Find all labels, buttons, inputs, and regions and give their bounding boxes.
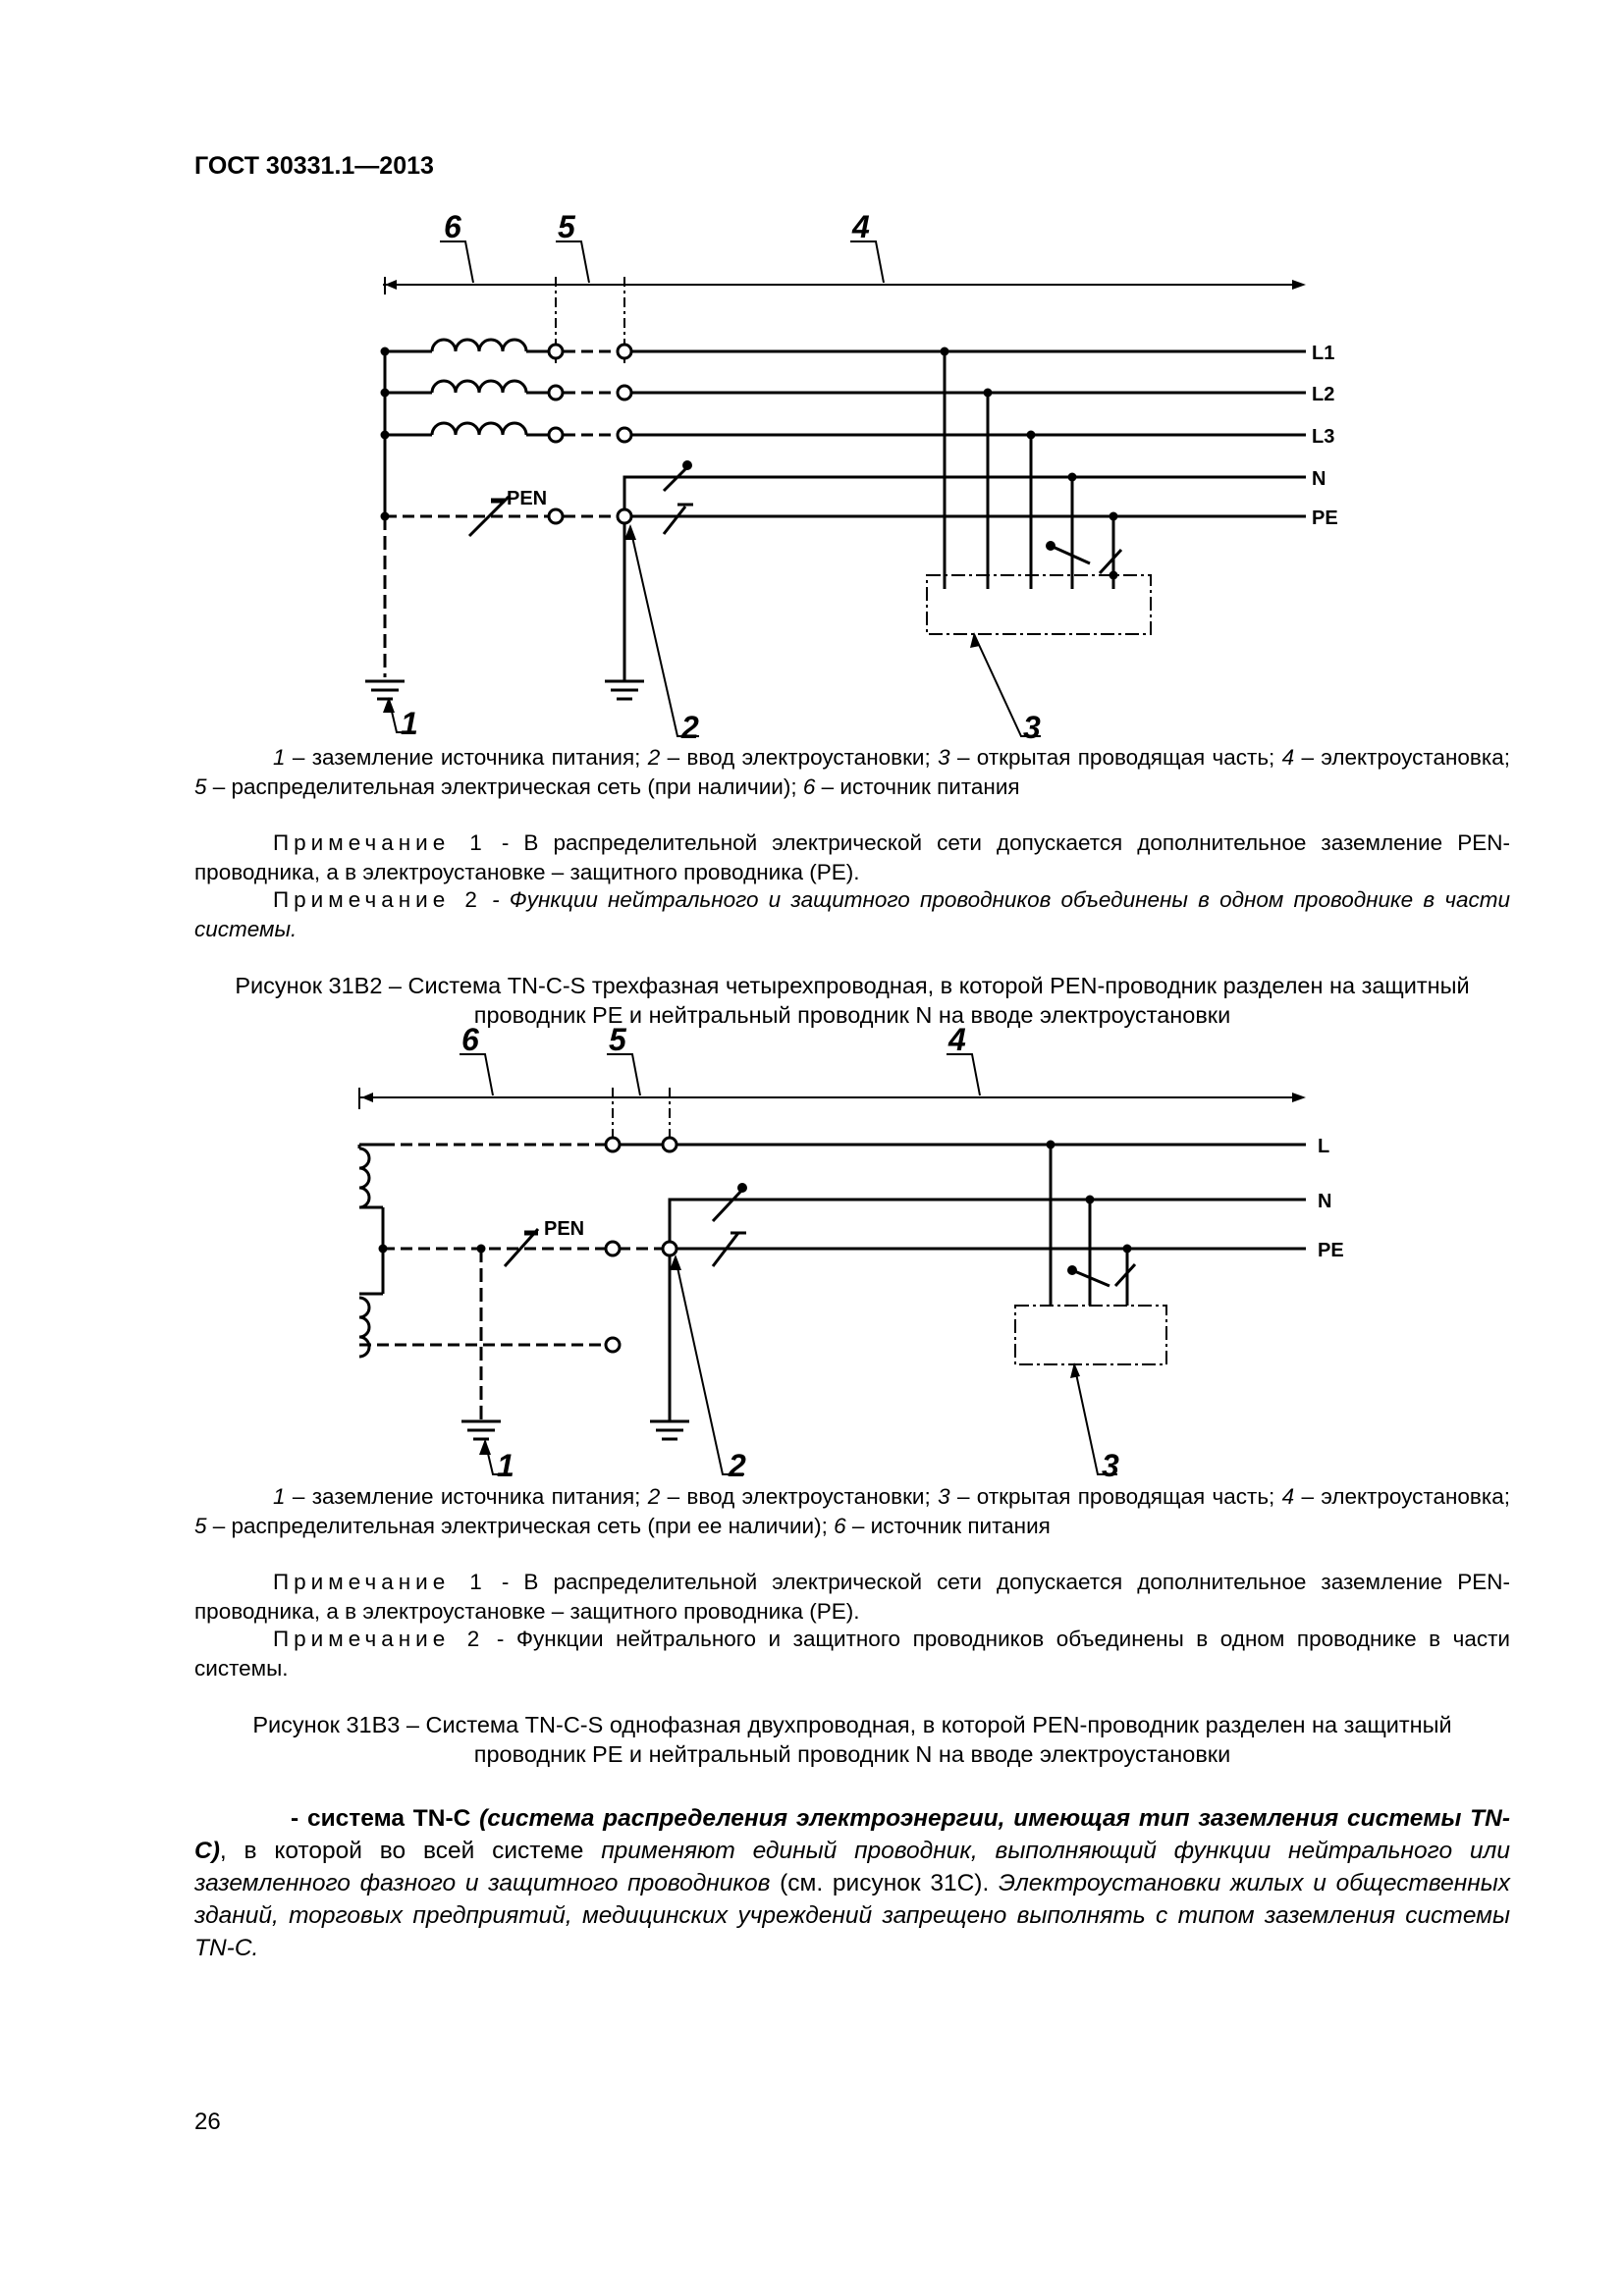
fig2-label-6: 6 [461,1022,479,1057]
body-paragraph-tn-c: - система TN-C (система распределения электроэнергии, имеющая тип заземления системы TN-C), в которой во всей системе применяют единый проводник, выполняющий функции нейтрального или заземленного фазного и защитного проводников (см. рисунок 31С). Электроустановки жилых и общественных зданий, торговых предприятий, медицинских учреждений запрещено выполнять с типом заземления системы TN-C. [194,1805,1510,1961]
fig2-conductor-pe: PE [1318,1240,1344,1261]
fig1-conductor-l3: L3 [1312,426,1335,448]
fig1-conductor-n: N [1312,468,1326,490]
page-number: 26 [194,2109,221,2135]
fig1-label-5: 5 [558,209,575,244]
fig2-caption: Рисунок 31В3 – Система TN-C-S однофазная двухпроводная, в которой PEN-проводник разделен на защитный проводник PE и нейтральный проводник N на вводе электроустановки [252,1712,1452,1767]
fig1-label-1: 1 [401,706,418,741]
fig2-label-2: 2 [729,1448,746,1483]
fig2-label-5: 5 [609,1022,626,1057]
fig1-legend: 1 – заземление источника питания; 2 – ввод электроустановки; 3 – открытая проводящая часть; 4 – электроустановка; 5 – распределительная электрическая сеть (при наличии); 6 – источник питания [194,745,1510,799]
fig1-conductor-l2: L2 [1312,384,1335,405]
fig1-pen-label: PEN [507,488,548,509]
fig2-label-4: 4 [948,1022,966,1057]
fig1-conductor-pe: PE [1312,507,1338,529]
fig2-pen-label: PEN [544,1218,585,1240]
fig2-note-2: Примечание 2 - Функции нейтрального и защитного проводников объединены в одном проводнике в части системы. [194,1627,1511,1681]
document-header: ГОСТ 30331.1—2013 [194,152,434,180]
fig2-label-3: 3 [1102,1448,1119,1483]
fig1-note-2: Примечание 2 - Функции нейтрального и защитного проводников объединены в одном проводнике в части системы. [194,887,1510,941]
fig2-legend: 1 – заземление источника питания; 2 – ввод электроустановки; 3 – открытая проводящая часть; 4 – электроустановка; 5 – распределительная электрическая сеть (при ее наличии); 6 – источник питания [194,1484,1510,1538]
fig1-conductor-l1: L1 [1312,343,1335,364]
fig2-label-1: 1 [497,1448,514,1483]
fig1-caption: Рисунок 31В2 – Система TN-C-S трехфазная четырехпроводная, в которой PEN-проводник разделен на защитный проводник PE и нейтральный проводник N на вводе электроустановки [235,973,1470,1028]
fig1-note-1: Примечание 1 - В распределительной электрической сети допускается дополнительное заземление PEN-проводника, а в электроустановке – защитного проводника (PE). [194,830,1510,884]
fig2-note-1: Примечание 1 - В распределительной электрической сети допускается дополнительное заземление PEN-проводника, а в электроустановке – защитного проводника (PE). [194,1570,1510,1624]
fig1-label-6: 6 [444,209,461,244]
fig2-conductor-n: N [1318,1191,1332,1212]
fig1-label-2: 2 [681,710,699,745]
fig2-conductor-l: L [1318,1136,1330,1157]
fig1-label-4: 4 [852,209,870,244]
fig1-label-3: 3 [1023,710,1041,745]
